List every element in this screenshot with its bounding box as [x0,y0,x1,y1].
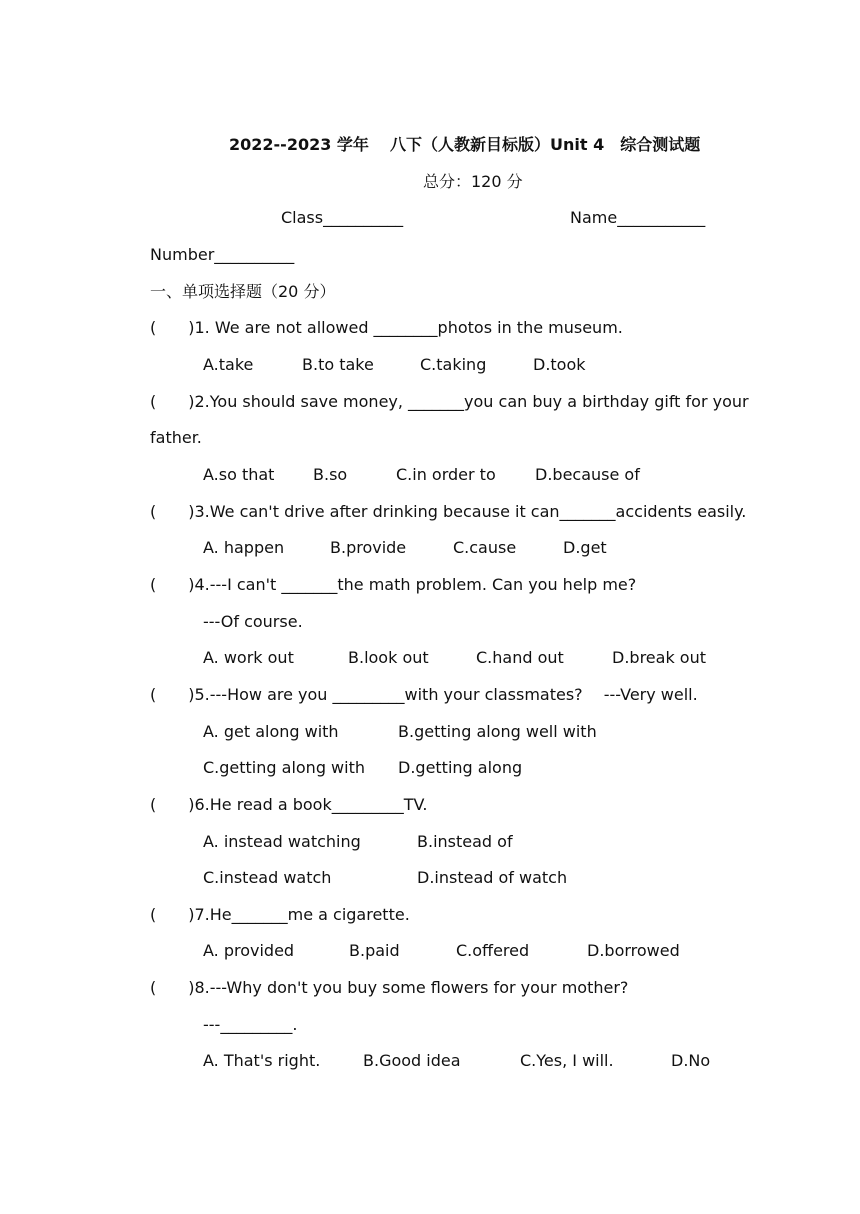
q8-option-b: B.Good idea [363,1051,461,1070]
q6-option-a: A. instead watching [203,832,361,851]
section-heading: 一、单项选择题（20 分） [150,282,336,301]
q2-option-d: D.because of [535,465,640,484]
question-4-stem: ( )4.---I can't _______the math problem. Can you help me? [150,575,637,594]
q7-option-a: A. provided [203,941,295,960]
q7-option-b: B.paid [349,941,400,960]
question-6-stem: ( )6.He read a book_________TV. [150,795,428,814]
question-3-stem: ( )3.We can't drive after drinking because it can_______accidents easily. [150,502,747,521]
q2-option-c: C.in order to [396,465,496,484]
title-main: 八下（人教新目标版）Unit 4 综合测试题 [390,135,701,154]
q1-option-c: C.taking [420,355,487,374]
q8-option-a: A. That's right. [203,1051,321,1070]
q5-option-b: B.getting along well with [398,722,597,741]
q4-option-d: D.break out [612,648,706,667]
title-year: 2022--2023 学年 [229,135,369,154]
number-field: Number__________ [150,245,295,264]
question-8-stem: ( )8.---Why don't you buy some flowers for your mother? [150,978,629,997]
question-5-stem: ( )5.---How are you _________with your classmates? ---Very well. [150,685,698,704]
question-1-stem: ( )1. We are not allowed ________photos in the museum. [150,318,623,337]
q7-option-c: C.offered [456,941,530,960]
q1-option-a: A.take [203,355,254,374]
q7-option-d: D.borrowed [587,941,680,960]
q5-option-a: A. get along with [203,722,339,741]
name-field: Name___________ [570,208,706,227]
class-field: Class__________ [281,208,404,227]
question-4-answer: ---Of course. [203,612,303,631]
q2-option-b: B.so [313,465,348,484]
question-2-stem-cont: father. [150,428,202,447]
q4-option-a: A. work out [203,648,294,667]
q1-option-b: B.to take [302,355,374,374]
q3-option-d: D.get [563,538,607,557]
q3-option-b: B.provide [330,538,407,557]
q5-option-d: D.getting along [398,758,523,777]
q5-option-c: C.getting along with [203,758,365,777]
q4-option-b: B.look out [348,648,429,667]
q3-option-a: A. happen [203,538,285,557]
question-2-stem: ( )2.You should save money, _______you can buy a birthday gift for your [150,392,749,411]
q1-option-d: D.took [533,355,586,374]
q4-option-c: C.hand out [476,648,564,667]
question-8-answer: ---_________. [203,1015,298,1034]
q2-option-a: A.so that [203,465,275,484]
total-score: 总分：120 分 [423,172,523,191]
q6-option-d: D.instead of watch [417,868,568,887]
q6-option-b: B.instead of [417,832,513,851]
q3-option-c: C.cause [453,538,517,557]
q8-option-c: C.Yes, I will. [520,1051,614,1070]
q6-option-c: C.instead watch [203,868,332,887]
question-7-stem: ( )7.He_______me a cigarette. [150,905,410,924]
q8-option-d: D.No [671,1051,711,1070]
